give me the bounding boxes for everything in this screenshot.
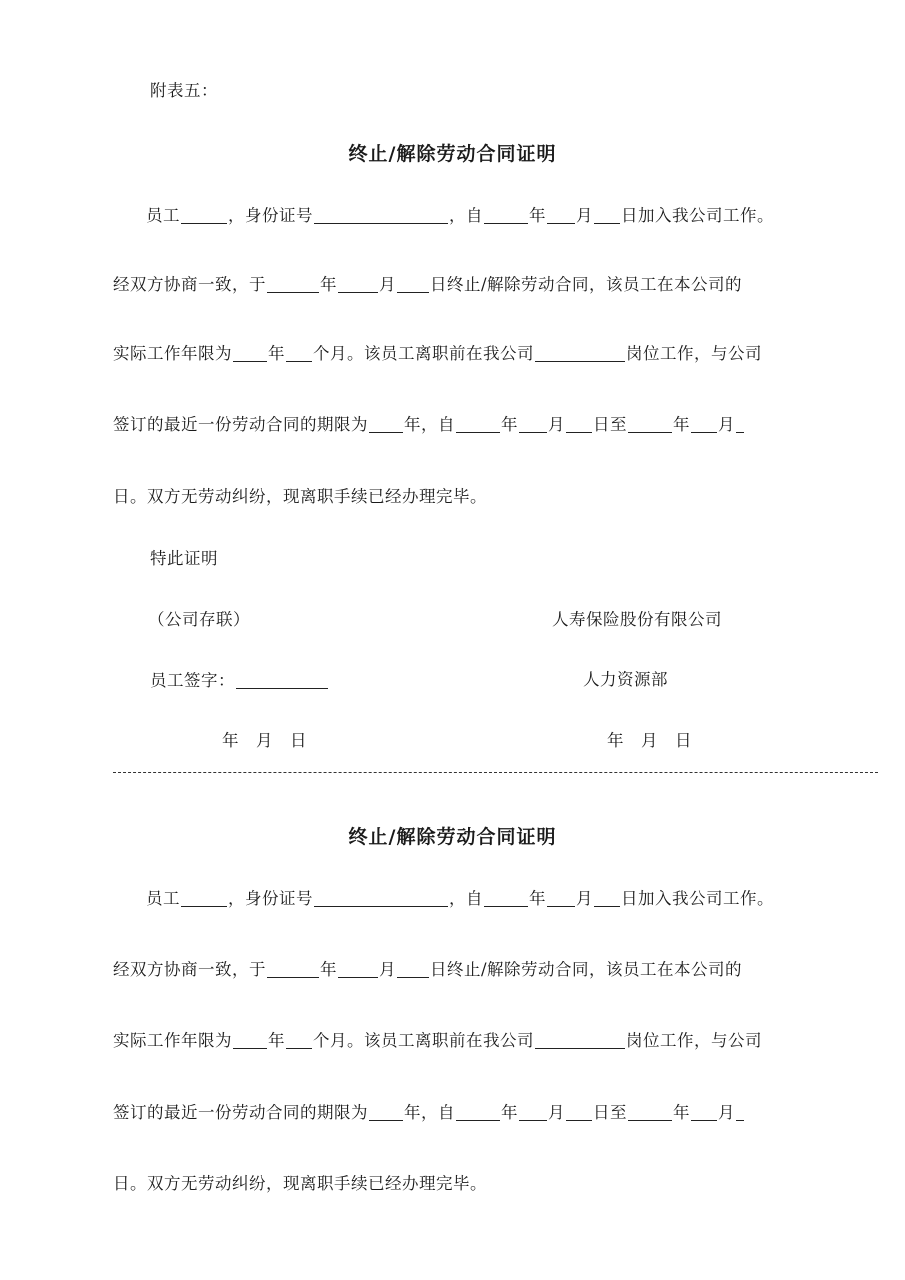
id-number-blank[interactable] <box>314 207 448 224</box>
contract-term-blank[interactable] <box>369 416 403 433</box>
contract-start-day-blank[interactable] <box>566 1104 592 1121</box>
contract-end-year-blank[interactable] <box>628 416 672 433</box>
department-name: 人力资源部 <box>583 670 668 689</box>
statement-line-4: 签订的最近一份劳动合同的期限为 年，自 年 月 日至 年 月 <box>113 416 745 433</box>
end-year-blank[interactable] <box>267 961 319 978</box>
contract-start-year-blank[interactable] <box>456 1104 500 1121</box>
end-month-blank[interactable] <box>338 961 378 978</box>
tear-off-divider <box>113 772 878 773</box>
contract-start-year-blank[interactable] <box>456 416 500 433</box>
contract-end-day-blank[interactable] <box>736 1104 744 1121</box>
stub-label: （公司存联） <box>148 610 250 629</box>
statement-line-3: 实际工作年限为 年 个月。该员工离职前在我公司 岗位工作，与公司 <box>113 343 762 363</box>
end-day-blank[interactable] <box>397 961 429 978</box>
join-day-blank[interactable] <box>594 890 620 907</box>
document-title: 终止/解除劳动合同证明 <box>348 143 557 165</box>
statement-line-5: 日。双方无劳动纠纷，现离职手续已经办理完毕。 <box>113 487 487 506</box>
join-day-blank[interactable] <box>594 207 620 224</box>
statement-line-4-copy: 签订的最近一份劳动合同的期限为 年，自 年 月 日至 年 月 <box>113 1104 745 1121</box>
statement-line-2: 经双方协商一致，于 年 月 日终止/解除劳动合同，该员工在本公司的 <box>113 274 743 294</box>
contract-start-day-blank[interactable] <box>566 416 592 433</box>
certify-text: 特此证明 <box>150 549 218 568</box>
contract-end-day-blank[interactable] <box>736 416 744 433</box>
company-name: 人寿保险股份有限公司 <box>552 610 722 629</box>
end-year-blank[interactable] <box>267 276 319 293</box>
tenure-months-blank[interactable] <box>286 345 312 362</box>
tenure-years-blank[interactable] <box>233 1032 267 1049</box>
statement-line-5-copy: 日。双方无劳动纠纷，现离职手续已经办理完毕。 <box>113 1174 487 1193</box>
contract-end-month-blank[interactable] <box>691 416 717 433</box>
end-day-blank[interactable] <box>397 276 429 293</box>
contract-end-month-blank[interactable] <box>691 1104 717 1121</box>
id-number-blank[interactable] <box>314 890 448 907</box>
tenure-months-blank[interactable] <box>286 1032 312 1049</box>
statement-line-1: 员工 ，身份证号 ，自 年 月 日加入我公司工作。 <box>146 205 774 225</box>
tenure-years-blank[interactable] <box>233 345 267 362</box>
position-blank[interactable] <box>535 345 625 362</box>
document-title-copy: 终止/解除劳动合同证明 <box>348 826 557 848</box>
end-month-blank[interactable] <box>338 276 378 293</box>
contract-end-year-blank[interactable] <box>628 1104 672 1121</box>
employee-name-blank[interactable] <box>181 207 227 224</box>
join-month-blank[interactable] <box>547 207 575 224</box>
join-year-blank[interactable] <box>484 207 528 224</box>
contract-term-blank[interactable] <box>369 1104 403 1121</box>
contract-start-month-blank[interactable] <box>519 1104 547 1121</box>
date-left: 年 月 日 <box>222 731 307 750</box>
employee-name-blank[interactable] <box>181 890 227 907</box>
position-blank[interactable] <box>535 1032 625 1049</box>
contract-start-month-blank[interactable] <box>519 416 547 433</box>
join-month-blank[interactable] <box>547 890 575 907</box>
join-year-blank[interactable] <box>484 890 528 907</box>
appendix-label: 附表五： <box>150 81 218 100</box>
statement-line-2-copy: 经双方协商一致，于 年 月 日终止/解除劳动合同，该员工在本公司的 <box>113 959 743 979</box>
signature-blank[interactable] <box>236 672 328 689</box>
signature-line: 员工签字： <box>150 672 329 689</box>
statement-line-1-copy: 员工 ，身份证号 ，自 年 月 日加入我公司工作。 <box>146 888 774 908</box>
statement-line-3-copy: 实际工作年限为 年 个月。该员工离职前在我公司 岗位工作，与公司 <box>113 1030 762 1050</box>
date-right: 年 月 日 <box>607 731 692 750</box>
